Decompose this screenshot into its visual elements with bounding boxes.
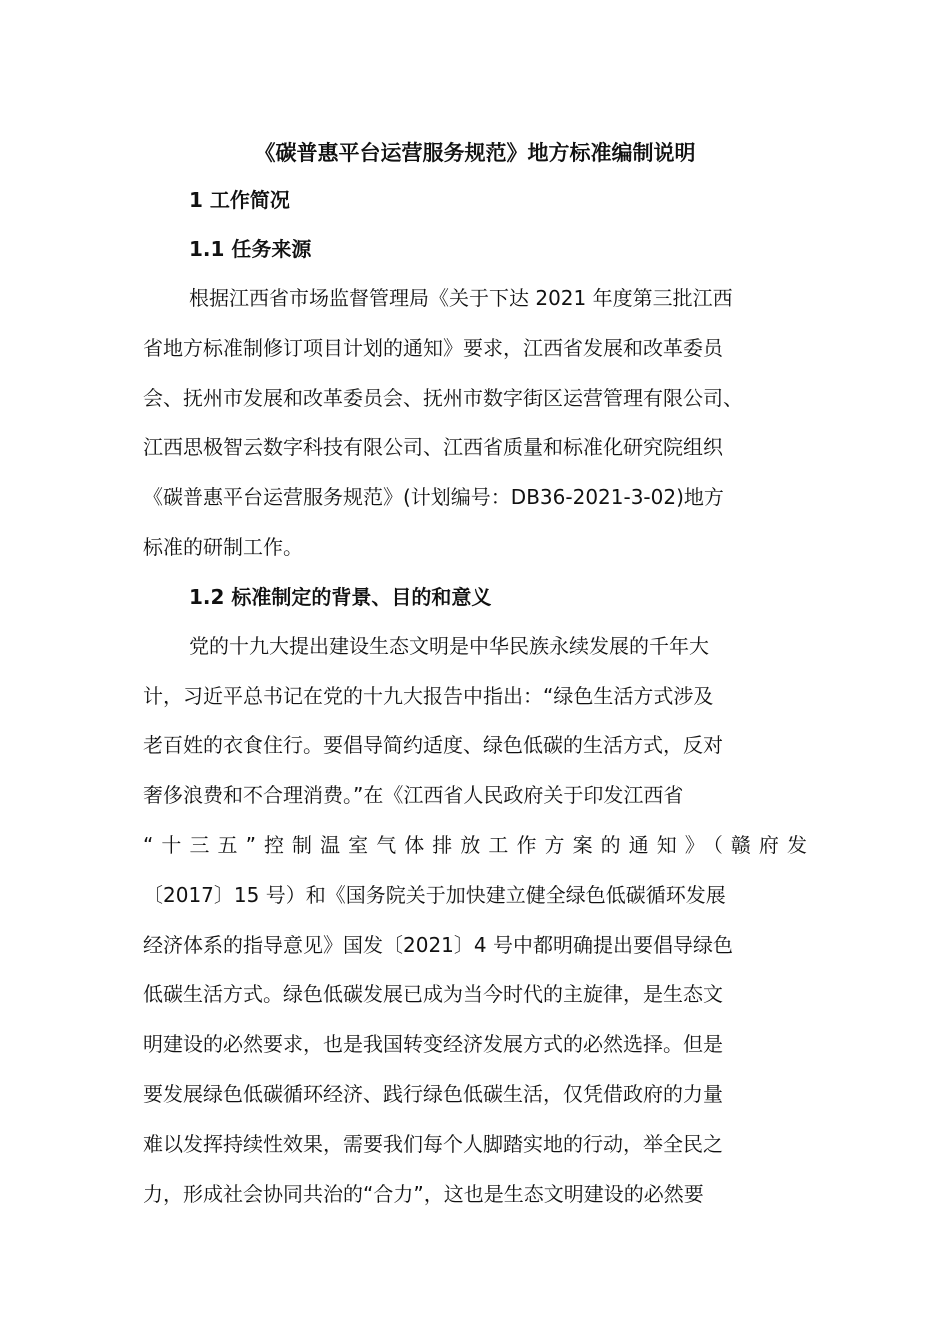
paragraph-line: 经济体系的指导意见》国发〔2021〕4 号中都明确提出要倡导绿色 [143,932,733,957]
paragraph-line: 力，形成社会协同共治的“合力”，这也是生态文明建设的必然要 [143,1181,704,1206]
paragraph-line: 明建设的必然要求，也是我国转变经济发展方式的必然选择。但是 [143,1032,723,1057]
paragraph-line: 标准的研制工作。 [143,534,303,559]
paragraph-line: 《碳普惠平台运营服务规范》(计划编号：DB36-2021-3-02)地方 [143,485,724,510]
paragraph-line: 〔2017〕15 号）和《国务院关于加快建立健全绿色低碳循环发展 [143,882,726,907]
section-heading-task-source: 1.1 任务来源 [189,237,312,261]
paragraph-line: 计，习近平总书记在党的十九大报告中指出：“绿色生活方式涉及 [143,683,714,708]
document-body [143,131,807,1219]
paragraph-line: 省地方标准制修订项目计划的通知》要求，江西省发展和改革委员 [143,335,723,360]
section-heading-background: 1.2 标准制定的背景、目的和意义 [189,584,492,609]
paragraph-line: 党的十九大提出建设生态文明是中华民族永续发展的千年大 [189,633,709,658]
section-heading-work-overview: 1 工作简况 [189,188,290,212]
paragraph-background [143,622,807,1220]
paragraph-line: 会、抚州市发展和改革委员会、抚州市数字街区运营管理有限公司、 [143,385,743,410]
document-title: 《碳普惠平台运营服务规范》地方标准编制说明 [254,141,696,165]
paragraph-line: “十三五”控制温室气体排放工作方案的通知》（赣府发 [143,832,807,857]
paragraph-line: 要发展绿色低碳循环经济、践行绿色低碳生活，仅凭借政府的力量 [143,1081,723,1106]
paragraph-line: 低碳生活方式。绿色低碳发展已成为当今时代的主旋律，是生态文 [143,982,723,1007]
paragraph-line: 江西思极智云数字科技有限公司、江西省质量和标准化研究院组织 [143,435,723,460]
paragraph-line: 根据江西省市场监督管理局《关于下达 2021 年度第三批江西 [189,286,733,310]
paragraph-line: 奢侈浪费和不合理消费。”在《江西省人民政府关于印发江西省 [143,783,684,808]
paragraph-line: 难以发挥持续性效果，需要我们每个人脚踏实地的行动，举全民之 [143,1131,723,1156]
paragraph-task-source [143,274,807,573]
paragraph-line: 老百姓的衣食住行。要倡导简约适度、绿色低碳的生活方式，反对 [143,733,723,758]
